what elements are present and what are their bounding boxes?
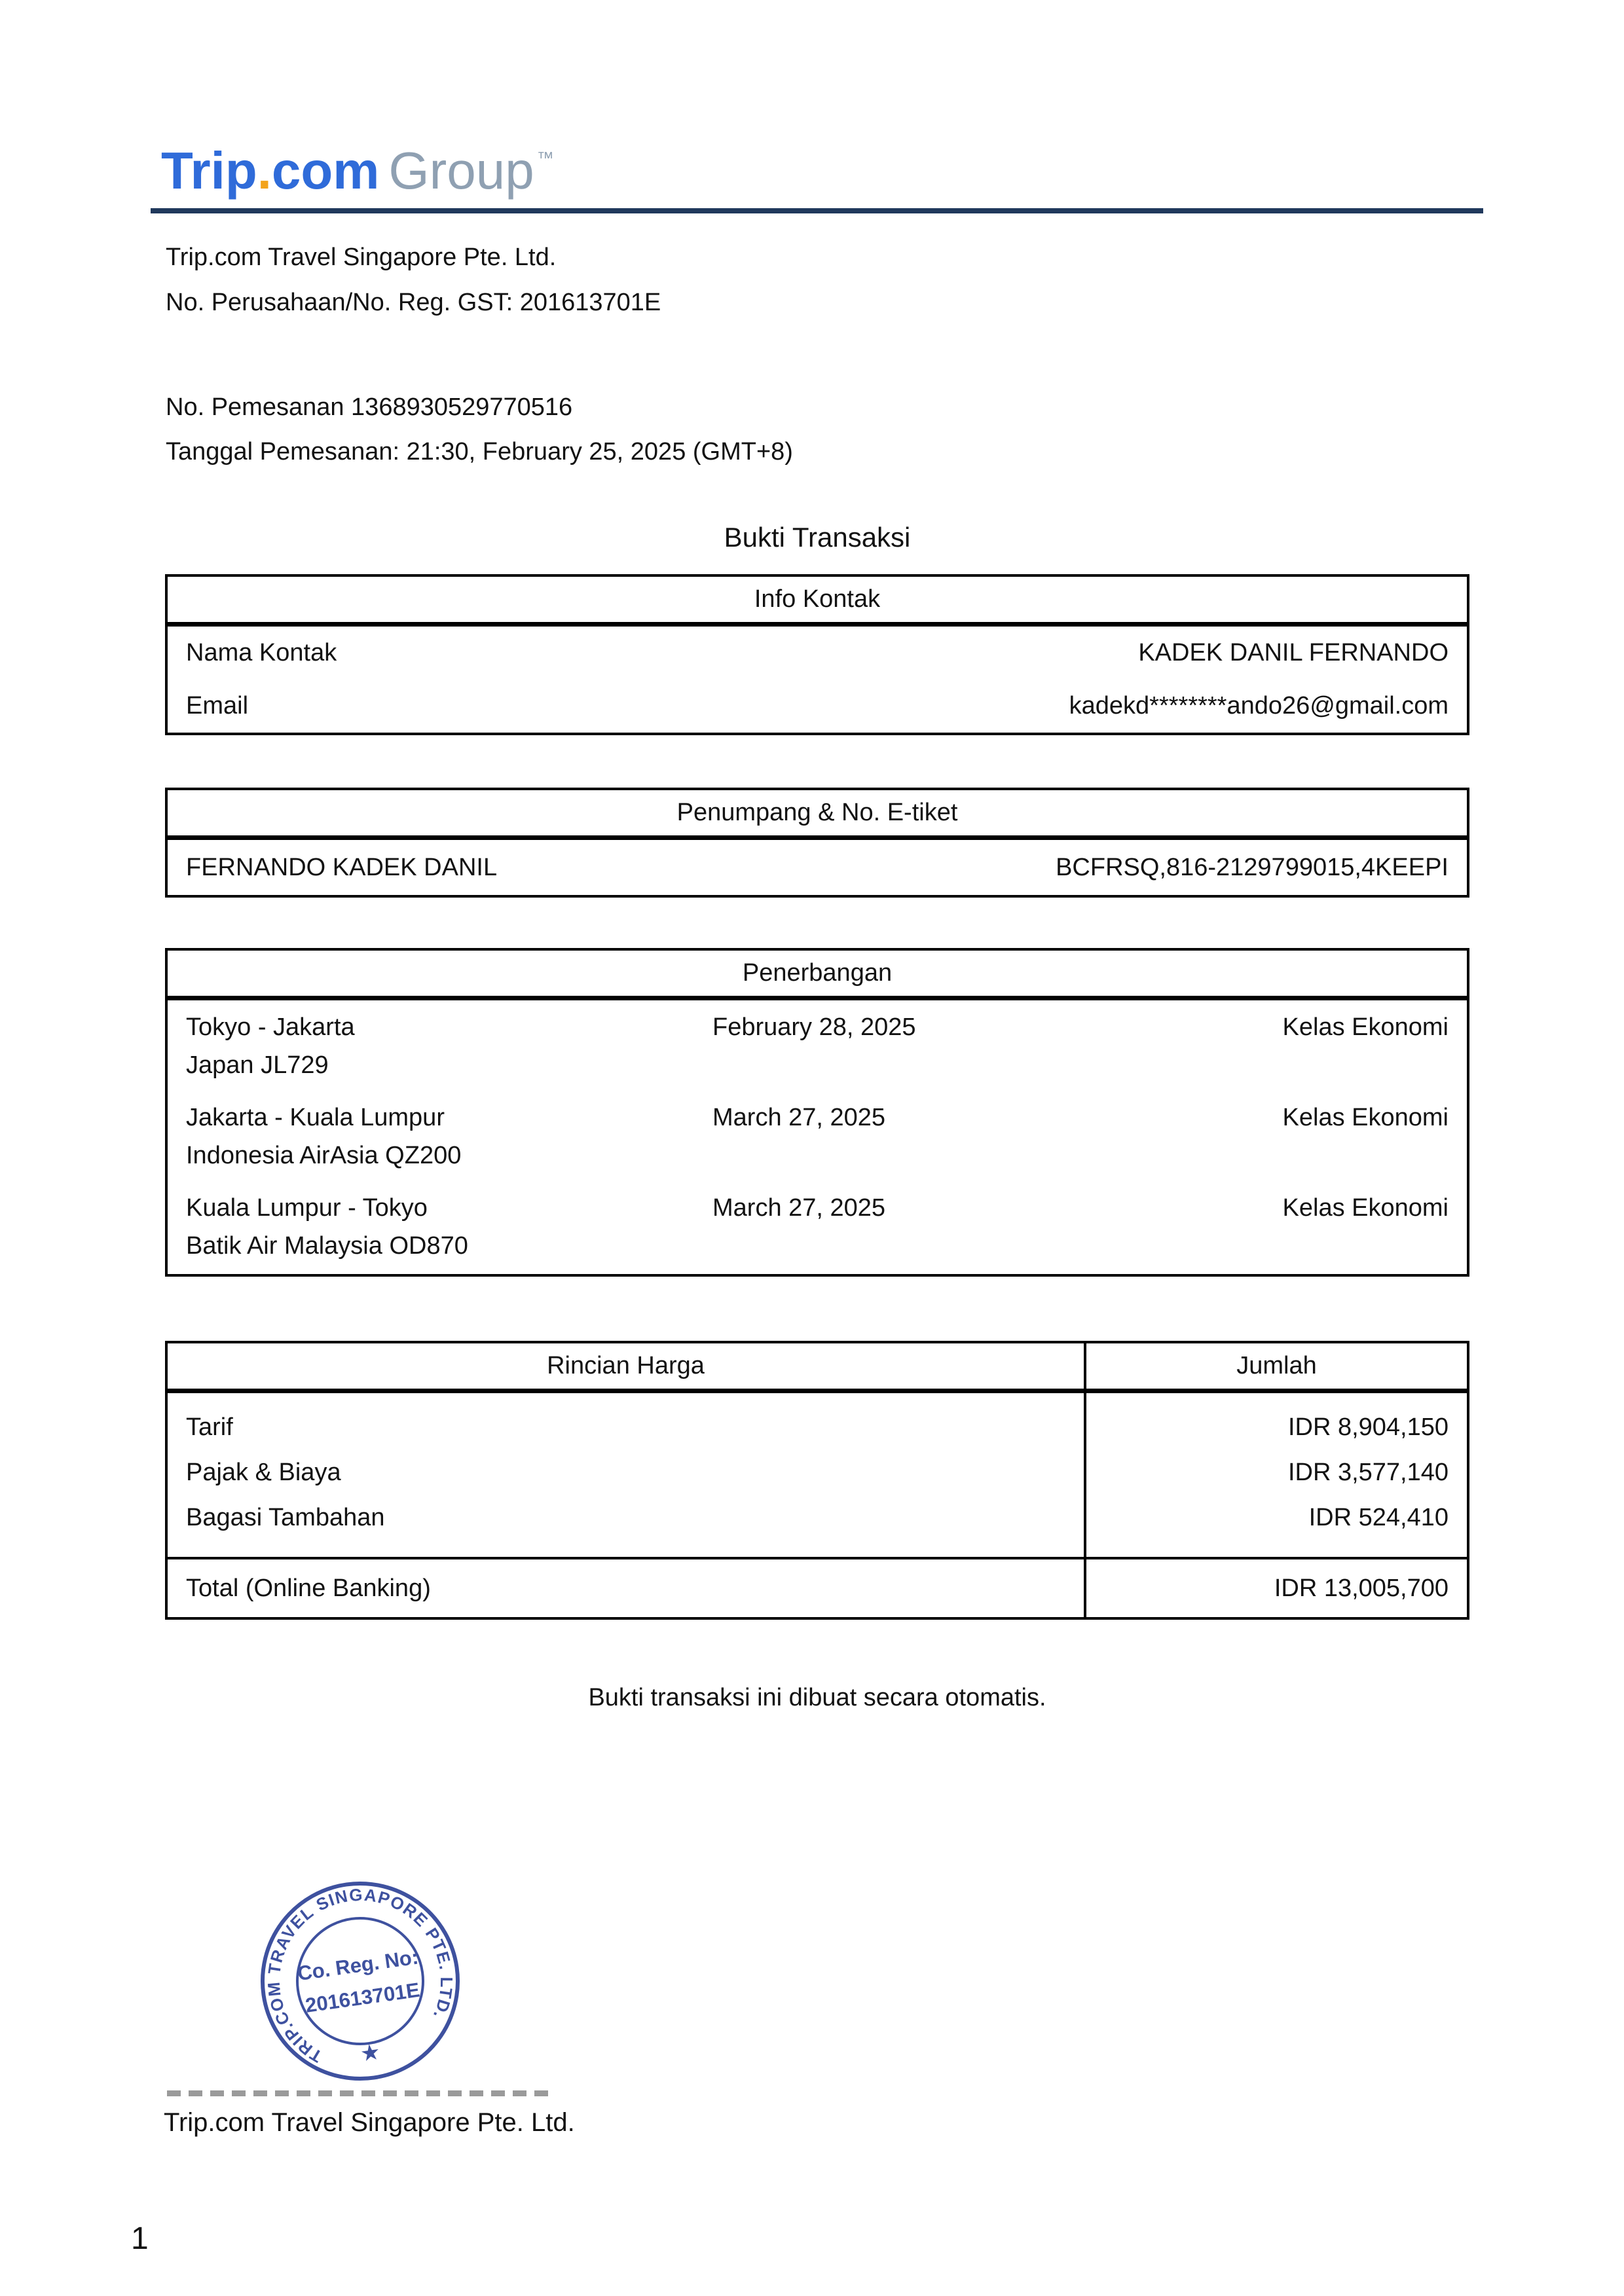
flights-table-body — [168, 1000, 1467, 1274]
stamp-reg-number: 201613701E — [304, 1978, 422, 2017]
table-row — [168, 840, 1467, 895]
contact-email-label: Email — [186, 692, 249, 720]
price-amounts-cell — [1084, 1393, 1467, 1557]
table-row — [168, 680, 1467, 733]
table-row — [168, 1189, 1467, 1265]
booking-number-line: No. Pemesanan 1368930529770516 — [166, 393, 573, 421]
signature-dashed-line — [167, 2090, 552, 2096]
booking-date-line: Tanggal Pemesanan: 21:30, February 25, 2025 (GMT+8) — [166, 438, 793, 465]
price-labels-cell — [168, 1393, 1084, 1557]
passenger-table-header: Penumpang & No. E-tiket — [168, 790, 1467, 840]
table-row — [168, 627, 1467, 680]
contact-info-table — [165, 574, 1469, 735]
flight-route: Tokyo - Jakarta — [186, 1013, 355, 1041]
flight-date: February 28, 2025 — [712, 1013, 916, 1041]
flights-table — [165, 948, 1469, 1277]
header-rule — [151, 208, 1483, 213]
price-row-amount: IDR 8,904,150 — [1287, 1413, 1449, 1441]
flight-cabin-class: Kelas Ekonomi — [1282, 1013, 1449, 1041]
logo-group-text: Group — [388, 141, 534, 200]
company-name-line: Trip.com Travel Singapore Pte. Ltd. — [166, 244, 557, 271]
logo-dot: . — [257, 141, 272, 200]
contact-table-header: Info Kontak — [168, 577, 1467, 627]
logo-com-text: com — [271, 141, 380, 200]
company-stamp — [259, 1880, 461, 2082]
page-number: 1 — [131, 2221, 149, 2256]
price-total-label: Total (Online Banking) — [168, 1557, 1084, 1617]
auto-generated-note: Bukti transaksi ini dibuat secara otomatis. — [588, 1684, 1046, 1711]
logo-trademark-symbol: ™ — [536, 148, 554, 168]
flight-summary-line — [168, 1008, 1467, 1046]
flight-summary-line — [168, 1099, 1467, 1137]
price-table-header-right: Jumlah — [1084, 1343, 1467, 1393]
company-reg-line: No. Perusahaan/No. Reg. GST: 201613701E — [166, 289, 661, 316]
flight-date: March 27, 2025 — [712, 1103, 886, 1131]
table-row — [168, 1008, 1467, 1084]
stamp-reg-label: Co. Reg. No: — [296, 1945, 420, 1986]
flight-carrier: Japan JL729 — [186, 1051, 329, 1079]
tripcom-group-logo — [161, 128, 554, 200]
flight-carrier: Batik Air Malaysia OD870 — [186, 1231, 468, 1260]
price-row-label: Bagasi Tambahan — [186, 1504, 385, 1531]
price-total-amount: IDR 13,005,700 — [1084, 1557, 1467, 1617]
contact-name-label: Nama Kontak — [186, 639, 337, 666]
flight-cabin-class: Kelas Ekonomi — [1282, 1103, 1449, 1131]
flight-route: Kuala Lumpur - Tokyo — [186, 1194, 428, 1222]
signature-company-name: Trip.com Travel Singapore Pte. Ltd. — [164, 2108, 575, 2137]
flight-carrier-line — [168, 1046, 1467, 1084]
contact-email-value: kadekd********ando26@gmail.com — [1069, 692, 1449, 720]
flight-cabin-class: Kelas Ekonomi — [1282, 1194, 1449, 1222]
contact-name-value: KADEK DANIL FERNANDO — [1138, 639, 1449, 666]
logo-trip-text: Trip — [161, 141, 257, 200]
price-breakdown-table — [165, 1341, 1469, 1620]
table-row — [168, 1099, 1467, 1175]
eticket-number: BCFRSQ,816-2129799015,4KEEPI — [1056, 853, 1449, 881]
price-row-amount: IDR 524,410 — [1308, 1504, 1449, 1531]
flight-route: Jakarta - Kuala Lumpur — [186, 1103, 445, 1131]
price-row-label: Pajak & Biaya — [186, 1459, 341, 1486]
flight-summary-line — [168, 1189, 1467, 1227]
flight-carrier-line — [168, 1137, 1467, 1175]
flights-table-header: Penerbangan — [168, 951, 1467, 1000]
stamp-ring-text: TRIP.COM TRAVEL SINGAPORE PTE. LTD. — [263, 1884, 457, 2067]
flight-date: March 27, 2025 — [712, 1194, 886, 1222]
flight-carrier: Indonesia AirAsia QZ200 — [186, 1141, 462, 1169]
price-row-amount: IDR 3,577,140 — [1287, 1459, 1449, 1486]
passenger-name: FERNANDO KADEK DANIL — [186, 853, 498, 881]
price-table-header-left: Rincian Harga — [168, 1343, 1084, 1393]
passenger-eticket-table — [165, 788, 1469, 898]
price-row-label: Tarif — [186, 1413, 233, 1441]
stamp-star-icon: ★ — [358, 2039, 382, 2067]
flight-carrier-line — [168, 1227, 1467, 1265]
document-title: Bukti Transaksi — [724, 522, 911, 553]
